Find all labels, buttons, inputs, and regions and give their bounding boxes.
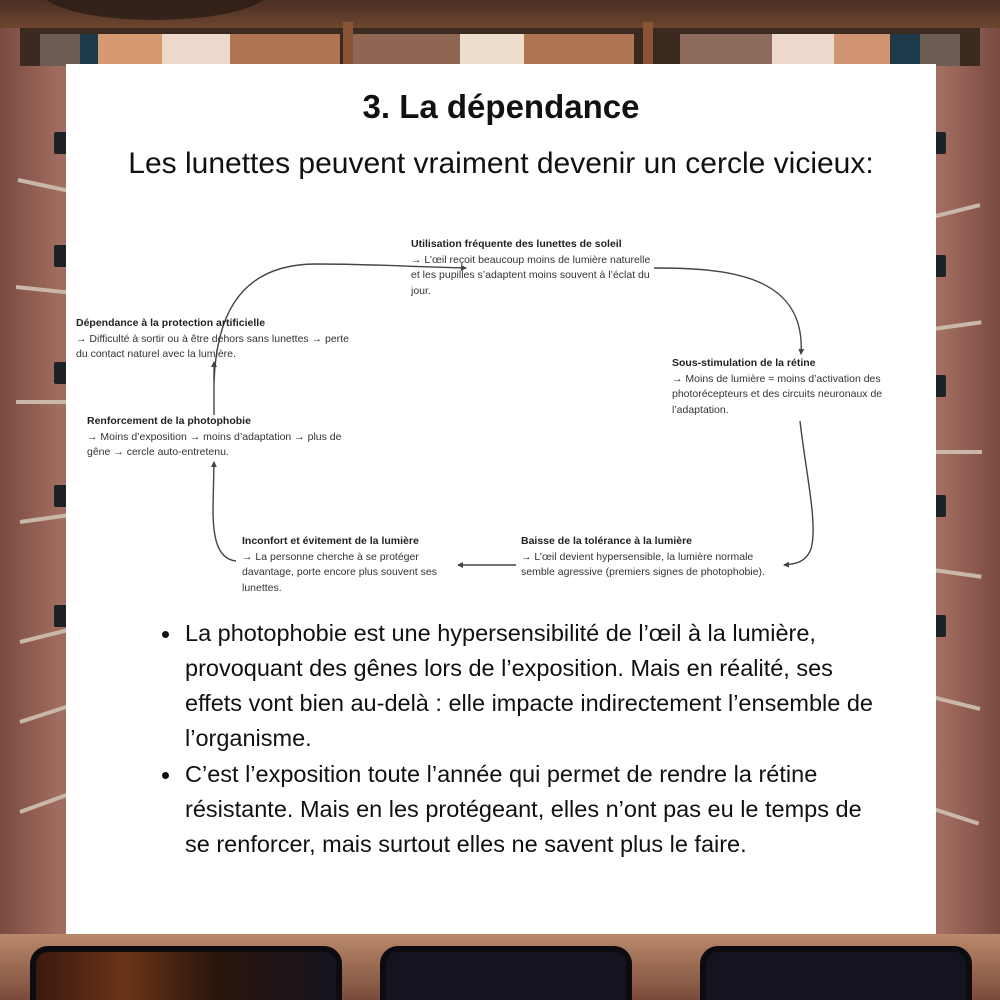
- background-bracket: [54, 132, 66, 154]
- background-panel: [920, 34, 960, 66]
- bullet-dot-icon: [162, 631, 169, 638]
- background-bracket: [54, 362, 66, 384]
- bullet-text: La photophobie est une hypersensibilité de l’œil à la lumière, provoquant des gênes lors de l’exposition. Mais en réalité, ses effets vont bien au-delà : elle impacte indirectement l’ensemble de l’organisme.: [185, 620, 873, 751]
- cycle-arrow-usage-to-sous-stimulation: [654, 268, 801, 354]
- cycle-node-title: Sous-stimulation de la rétine: [672, 357, 816, 369]
- background-bracket: [54, 245, 66, 267]
- background-post: [643, 22, 653, 68]
- cycle-node-inconfort: [242, 534, 454, 596]
- background-bracket: [54, 605, 66, 627]
- background-bracket: [54, 485, 66, 507]
- cycle-node-usage: [411, 237, 661, 299]
- background-panel: [460, 34, 524, 66]
- background-panel: [80, 34, 98, 66]
- sunglasses-image: [30, 946, 342, 1000]
- cycle-node-renforcement: [87, 414, 347, 461]
- cycle-node-baisse-tolerance: [521, 534, 776, 581]
- bullet-item: [156, 616, 876, 756]
- cycle-node-title: Baisse de la tolérance à la lumière: [521, 535, 693, 547]
- bullet-list: [156, 616, 876, 863]
- vicious-cycle-diagram: [66, 234, 936, 604]
- cycle-node-title: Renforcement de la photophobie: [87, 415, 251, 427]
- content-card: [66, 64, 936, 934]
- background-panel: [834, 34, 890, 66]
- cycle-node-sous-stimulation: [672, 356, 917, 418]
- background-panel: [524, 34, 634, 66]
- background-panel: [98, 34, 162, 66]
- background-top-shelf: [0, 0, 1000, 28]
- bullet-dot-icon: [162, 772, 169, 779]
- cycle-arrow-inconfort-to-renforcement: [213, 462, 236, 561]
- page-title: 3. La dépendance: [362, 88, 640, 125]
- cycle-node-title: Inconfort et évitement de la lumière: [242, 535, 419, 547]
- background-panel: [40, 34, 80, 66]
- page-subtitle: Les lunettes peuvent vraiment devenir un cercle vicieux:: [128, 147, 874, 180]
- background-panel: [162, 34, 230, 66]
- cycle-node-title: Dépendance à la protection artificielle: [76, 317, 266, 329]
- cycle-arrow-sous-stimulation-to-baisse: [784, 421, 813, 565]
- sunglasses-image: [380, 946, 632, 1000]
- bullet-text: C’est l’exposition toute l’année qui permet de rendre la rétine résistante. Mais en les protégeant, elles n’ont pas eu le temps de se renforcer, mais surtout elles ne savent plus le faire.: [185, 761, 862, 857]
- cycle-node-text: → L’œil reçoit beaucoup moins de lumière naturelle et les pupilles s’adaptent moins souvent à l’éclat du jour.: [411, 253, 651, 297]
- background-post: [343, 22, 353, 68]
- background-panel: [890, 34, 920, 66]
- cycle-node-dependance: [76, 316, 356, 363]
- background-panel: [772, 34, 834, 66]
- cycle-node-title: Utilisation fréquente des lunettes de soleil: [411, 238, 622, 250]
- cycle-node-text: → Difficulté à sortir ou à être dehors sans lunettes → perte du contact naturel avec la lumière.: [76, 332, 349, 360]
- background-panel: [230, 34, 340, 66]
- cycle-node-text: → L’œil devient hypersensible, la lumière normale semble agressive (premiers signes de photophobie).: [521, 550, 765, 578]
- cycle-node-text: → Moins de lumière = moins d’activation des photorécepteurs et des circuits neuronaux de l’adaptation.: [672, 372, 883, 416]
- background-panel: [350, 34, 460, 66]
- background-panel: [680, 34, 772, 66]
- sunglasses-image: [700, 946, 972, 1000]
- bullet-item: [156, 757, 876, 862]
- cycle-node-text: → La personne cherche à se protéger davantage, porte encore plus souvent ses lunettes.: [242, 550, 437, 594]
- cycle-node-text: → Moins d’exposition → moins d’adaptation → plus de gêne → cercle auto-entretenu.: [87, 430, 342, 458]
